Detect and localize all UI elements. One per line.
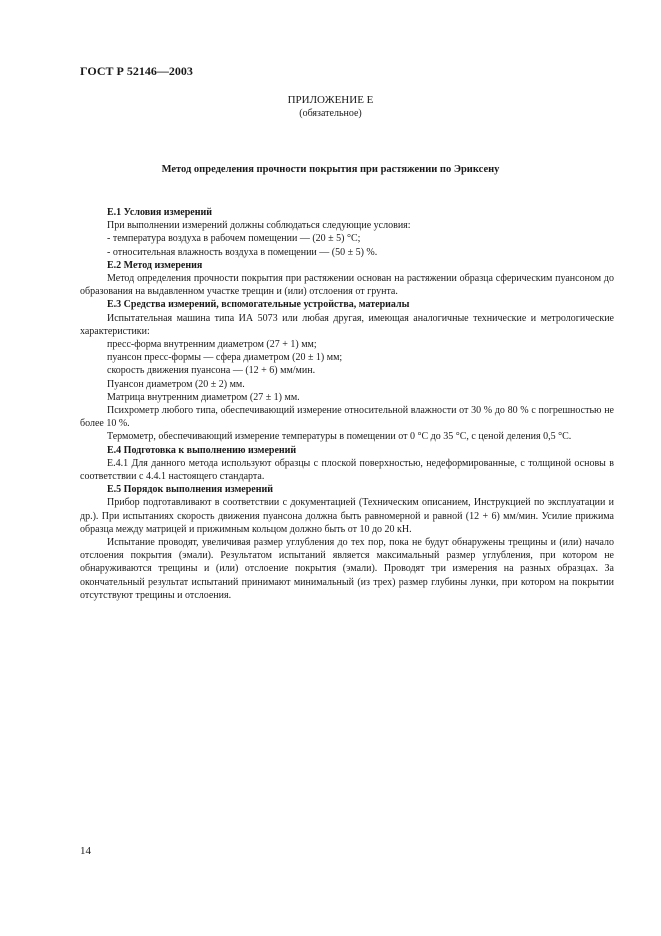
page-number: 14 <box>80 845 91 857</box>
section-e3-thermometer: Термометр, обеспечивающий измерение температуры в помещении от 0 °С до 35 °С, с ценой деления 0,5 °С. <box>107 431 572 443</box>
section-e3-item: пуансон пресс-формы — сфера диаметром (20 ± 1) мм; <box>107 352 343 364</box>
section-e2-text: Метод определения прочности покрытия при растяжении основан на растяжении образца сферическим пуансоном до образования на выдавленном участке трещин и (или) отслоения от грунта. <box>80 273 614 298</box>
section-e4-text: Е.4.1 Для данного метода используют образцы с плоской поверхностью, недеформированные, с толщиной основы в соответствии с 4.4.1 настоящего стандарта. <box>80 457 614 483</box>
document-body <box>80 206 614 602</box>
document-header: ГОСТ Р 52146—2003 <box>80 64 193 78</box>
appendix-block <box>0 94 661 120</box>
section-e1-item: - температура воздуха в рабочем помещении — (20 ± 5) °С; <box>107 233 361 245</box>
section-e4-heading: Е.4 Подготовка к выполнению измерений <box>107 444 297 456</box>
section-e3-intro: Испытательная машина типа ИА 5073 или любая другая, имеющая аналогичные технические и метрологические характеристики: <box>80 312 614 337</box>
section-e5-paragraph-1: Прибор подготавливают в соответствии с документацией (Техническим описанием, Инструкцией по эксплуатации и др.). При испытаниях скорость движения пуансона должна быть равномерной и равной (12 + 6) мм/мин. Усилие прижима образца между матрицей и прижимным кольцом должно быть от 10 до 20 кН. <box>80 497 614 535</box>
section-e1-heading: Е.1 Условия измерений <box>107 207 212 218</box>
section-e5-heading: Е.5 Порядок выполнения измерений <box>107 484 273 496</box>
appendix-title: ПРИЛОЖЕНИЕ Е <box>287 94 374 106</box>
section-e3-item: Матрица внутренним диаметром (27 ± 1) мм. <box>107 391 300 403</box>
section-e3-item: пресс-форма внутренним диаметром (27 + 1) мм; <box>107 339 317 351</box>
section-e3-psychrometer: Психрометр любого типа, обеспечивающий измерение относительной влажности от 30 % до 80 % с погрешностью не более 10 %. <box>80 405 614 430</box>
section-e1-item: - относительная влажность воздуха в помещении — (50 ± 5) %. <box>107 246 378 258</box>
section-e3-heading: Е.3 Средства измерений, вспомогательные устройства, материалы <box>107 299 410 311</box>
section-e3-item: скорость движения пуансона — (12 + 6) мм/мин. <box>107 365 316 377</box>
appendix-note: (обязательное) <box>299 108 362 119</box>
section-e2-heading: Е.2 Метод измерения <box>107 259 203 271</box>
section-e5-paragraph-2: Испытание проводят, увеличивая размер углубления до тех пор, пока не будут обнаружены трещины и (или) начало отслоения покрытия (эмали). Результатом испытаний является максимальный размер углубления, при котором не обнаруживаются трещины и (или) отслоение покрытия (эмали). Проводят три измерения на разных образцах. За окончательный результат испытаний принимают минимальный (из трех) размер глубины лунки, при котором на покрытии отсутствуют трещины и отслоения. <box>80 537 614 601</box>
section-e3-item: Пуансон диаметром (20 ± 2) мм. <box>107 378 245 390</box>
section-e1-intro: При выполнении измерений должны соблюдаться следующие условия: <box>107 220 411 232</box>
main-title: Метод определения прочности покрытия при растяжении по Эриксену <box>161 164 500 175</box>
